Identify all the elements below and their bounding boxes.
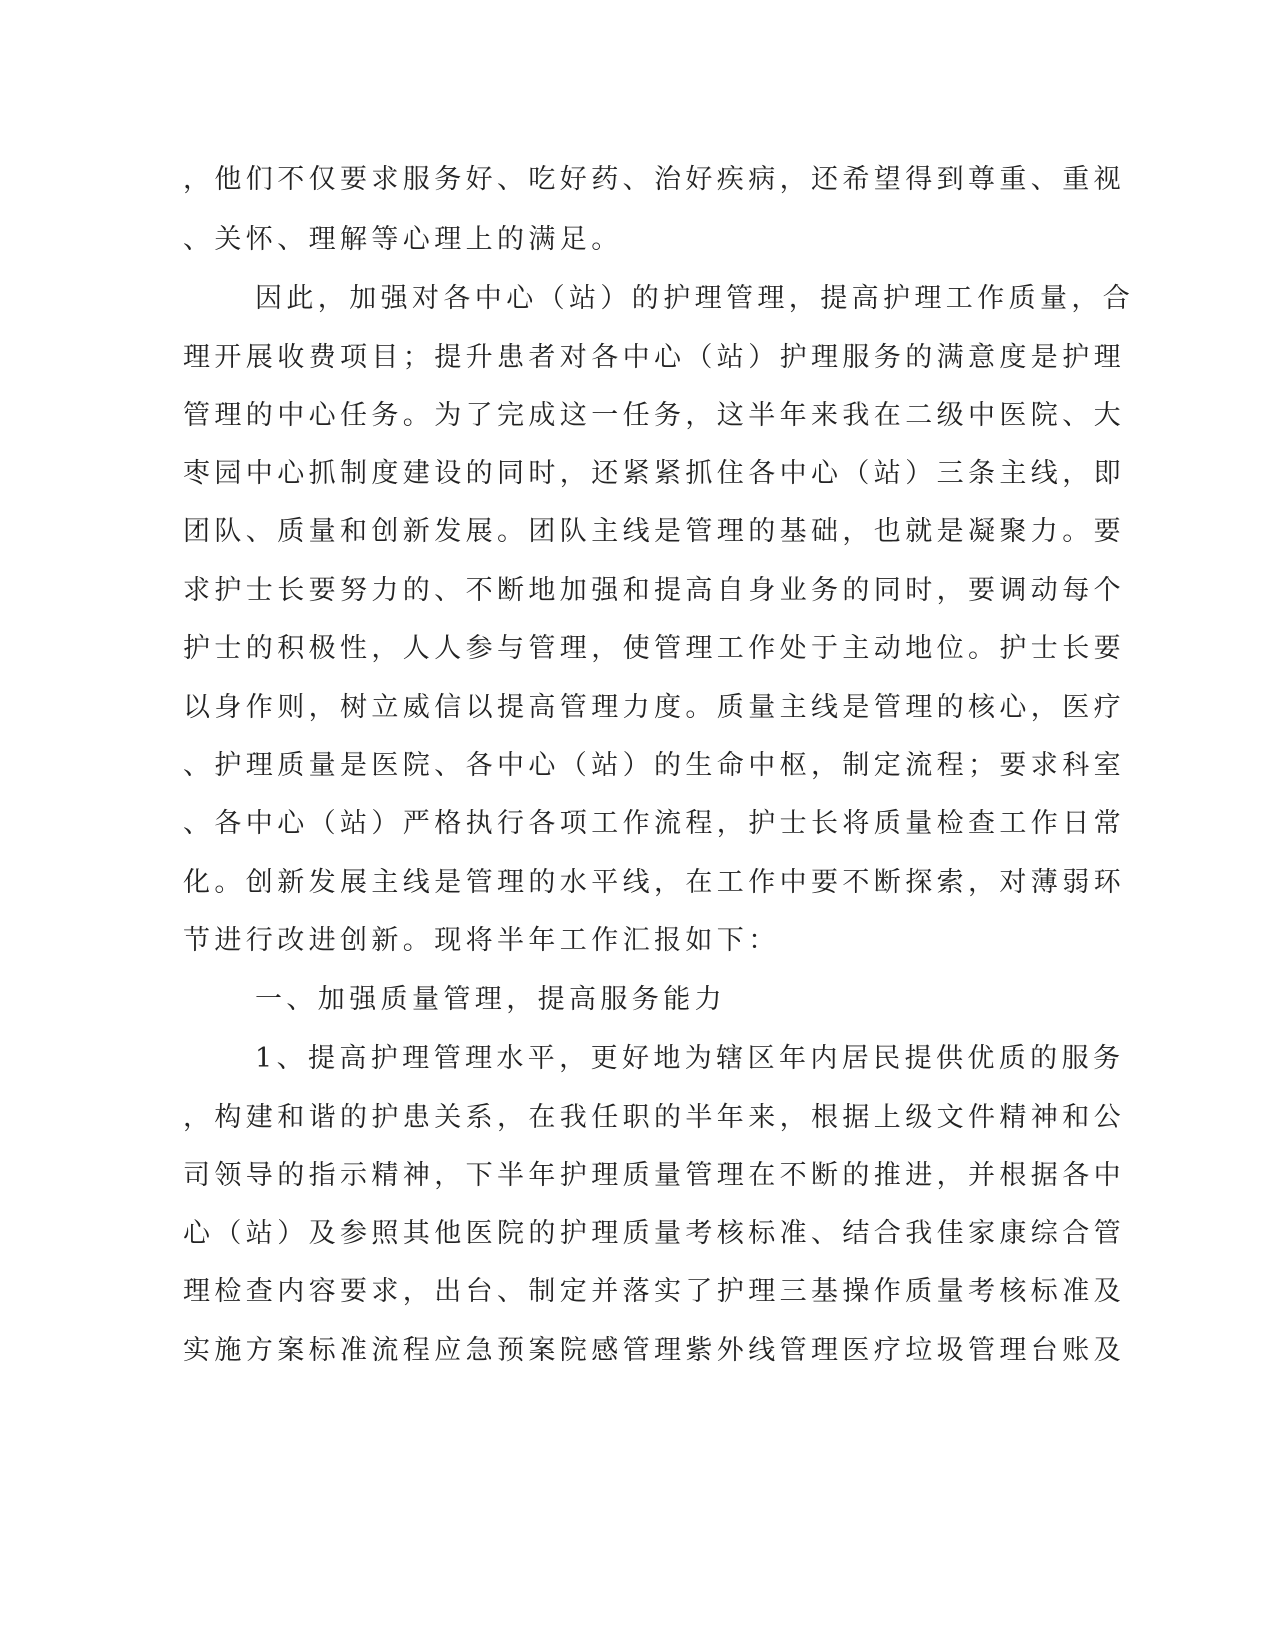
text-line: 团队、质量和创新发展。团队主线是管理的基础，也就是凝聚力。要 [183,516,1125,547]
text-line: 理开展收费项目；提升患者对各中心（站）护理服务的满意度是护理 [183,342,1125,373]
text-line: 、护理质量是医院、各中心（站）的生命中枢，制定流程；要求科室 [183,750,1125,781]
text-line: ，他们不仅要求服务好、吃好药、治好疾病，还希望得到尊重、重视 [183,164,1125,195]
text-line: 理检查内容要求，出台、制定并落实了护理三基操作质量考核标准及 [183,1276,1125,1307]
text-line: 实施方案标准流程应急预案院感管理紫外线管理医疗垃圾管理台账及 [183,1335,1125,1366]
text-line: 、关怀、理解等心理上的满足。 [183,224,623,255]
section-heading: 一、加强质量管理，提高服务能力 [255,984,726,1015]
text-line: 护士的积极性，人人参与管理，使管理工作处于主动地位。护士长要 [183,633,1125,664]
paragraph-start-line: 因此，加强对各中心（站）的护理管理，提高护理工作质量，合 [255,283,1135,314]
text-line: 枣园中心抓制度建设的同时，还紧紧抓住各中心（站）三条主线，即 [183,458,1125,489]
text-line: 化。创新发展主线是管理的水平线，在工作中要不断探索，对薄弱环 [183,867,1125,898]
text-line: 以身作则，树立威信以提高管理力度。质量主线是管理的核心，医疗 [183,692,1125,723]
text-line: 、各中心（站）严格执行各项工作流程，护士长将质量检查工作日常 [183,808,1125,839]
paragraph-start-line: 1、提高护理管理水平，更好地为辖区年内居民提供优质的服务 [255,1043,1125,1074]
text-line: 司领导的指示精神，下半年护理质量管理在不断的推进，并根据各中 [183,1160,1125,1191]
text-line: 心（站）及参照其他医院的护理质量考核标准、结合我佳家康综合管 [183,1218,1125,1249]
text-line: ，构建和谐的护患关系，在我任职的半年来，根据上级文件精神和公 [183,1102,1125,1133]
text-line: 节进行改进创新。现将半年工作汇报如下： [183,925,780,956]
text-line: 求护士长要努力的、不断地加强和提高自身业务的同时，要调动每个 [183,575,1125,606]
text-line: 管理的中心任务。为了完成这一任务，这半年来我在二级中医院、大 [183,400,1125,431]
